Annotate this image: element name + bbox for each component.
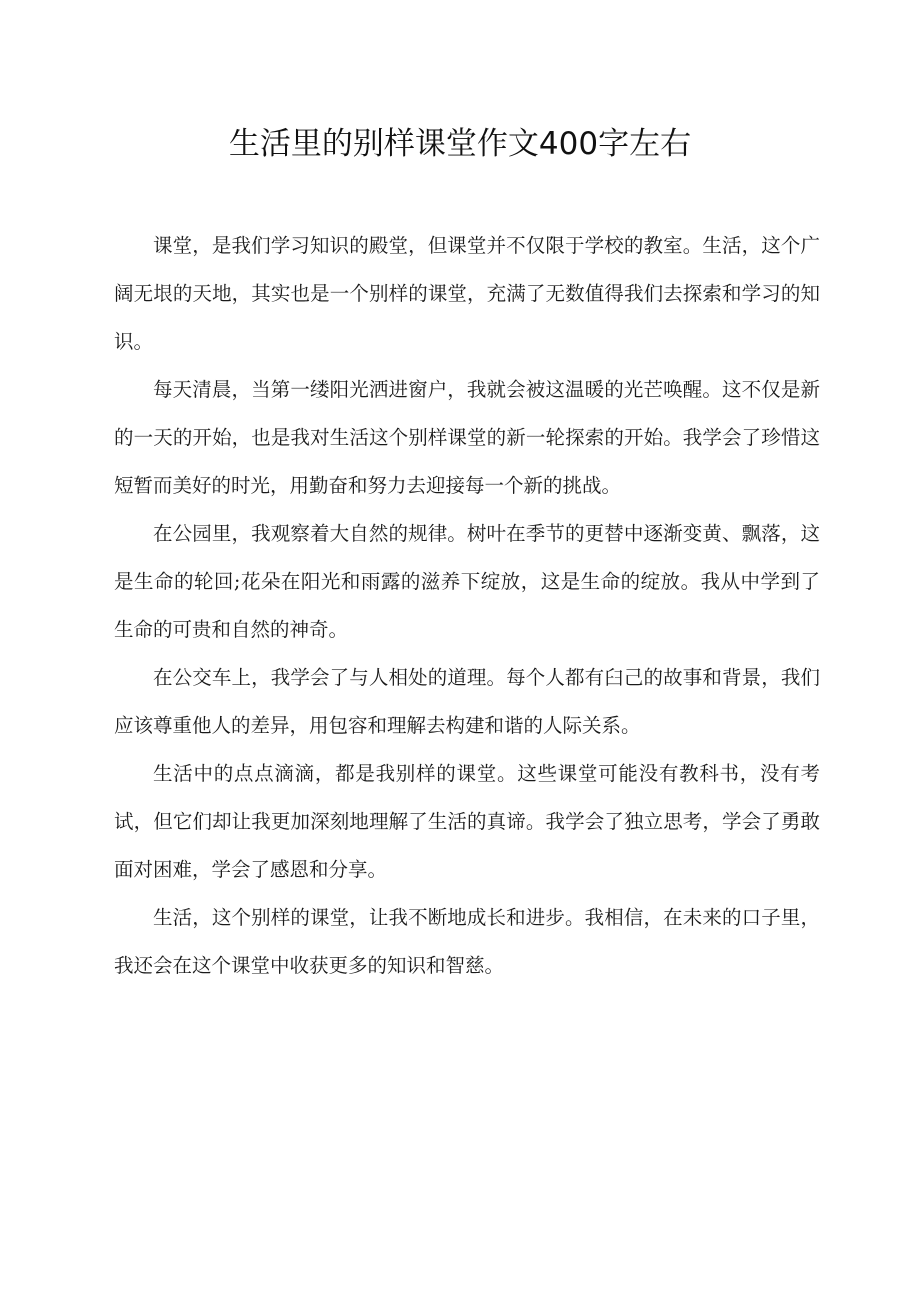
paragraph-3: 在公园里，我观察着大自然的规律。树叶在季节的更替中逐渐变黄、飘落，这是生命的轮回;花朵在阳光和雨露的滋养下绽放，这是生命的绽放。我从中学到了生命的可贵和自然的神奇。 <box>114 522 820 641</box>
paragraph-2: 每天清晨，当第一缕阳光洒进窗户，我就会被这温暖的光芒唤醒。这不仅是新的一天的开始，也是我对生活这个别样课堂的新一轮探索的开始。我学会了珍惜这短暂而美好的时光，用勤奋和努力去迎接每一个新的挑战。 <box>114 378 820 497</box>
paragraph-6: 生活，这个别样的课堂，让我不断地成长和进步。我相信，在未来的口子里，我还会在这个课堂中收获更多的知识和智慈。 <box>114 906 820 977</box>
document-title: 生活里的别样课堂作文400字左右 <box>228 126 692 162</box>
document-body <box>114 222 820 990</box>
paragraph-1: 课堂，是我们学习知识的殿堂，但课堂并不仅限于学校的教室。生活，这个广阔无垠的天地，其实也是一个别样的课堂，充满了无数值得我们去探索和学习的知识。 <box>114 234 820 353</box>
paragraph-5: 生活中的点点滴滴，都是我别样的课堂。这些课堂可能没有教科书，没有考试，但它们却让我更加深刻地理解了生活的真谛。我学会了独立思考，学会了勇敢面对困难，学会了感恩和分享。 <box>114 762 820 881</box>
paragraph-4: 在公交车上，我学会了与人相处的道理。每个人都有臼己的故事和背景，我们应该尊重他人的差异，用包容和理解去构建和谐的人际关系。 <box>114 666 820 737</box>
